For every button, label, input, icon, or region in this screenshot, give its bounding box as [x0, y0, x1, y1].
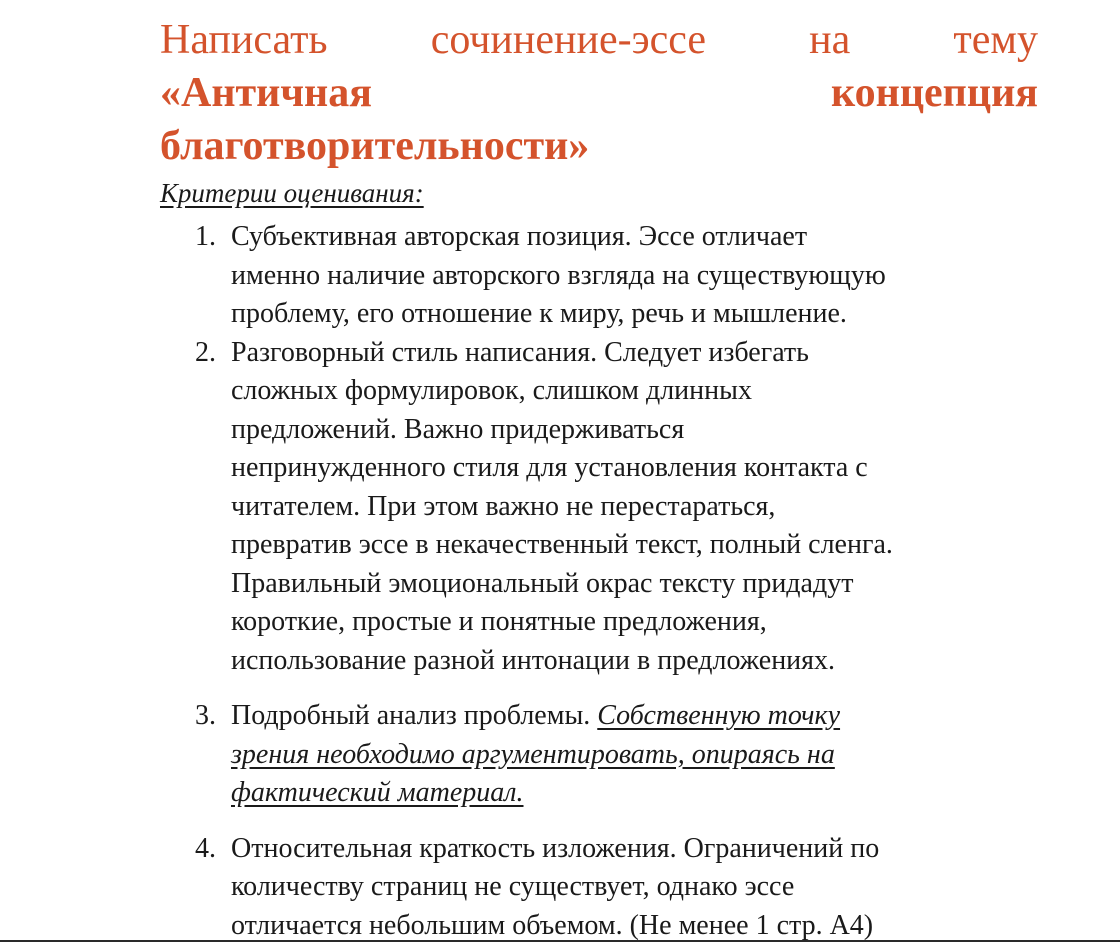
criterion-text: [231, 697, 1055, 813]
emphasized-text: фактический материал.: [231, 777, 524, 808]
text-line: использование разной интонации в предложениях.: [231, 644, 836, 676]
title-word: тему: [953, 17, 1038, 63]
title-word: благотворительности»: [160, 123, 590, 169]
text-line: короткие, простые и понятные предложения,: [231, 606, 767, 637]
text-line: [231, 697, 1055, 736]
title-word: концепция: [830, 70, 1038, 116]
text-line: именно наличие авторского взгляда на существующую: [231, 259, 886, 291]
text-line: проблему, его отношение к миру, речь и мышление.: [231, 298, 847, 329]
title-word: на: [809, 17, 851, 63]
title-line-1: [160, 14, 1038, 67]
title-word: Написать: [160, 17, 328, 63]
criterion-1: [195, 218, 1055, 334]
text-line: Разговорный стиль написания. Следует избегать: [231, 336, 809, 368]
title-line-3: [160, 120, 1038, 173]
text-line: сложных формулировок, слишком длинных: [231, 375, 752, 406]
criterion-text: [231, 218, 1055, 334]
title-line-2: [160, 67, 1038, 120]
criterion-text: [231, 334, 1055, 681]
text-line: превратив эссе в некачественный текст, полный сленга.: [231, 529, 893, 560]
assignment-title: [160, 14, 1038, 173]
plain-text: Подробный анализ проблемы.: [231, 700, 598, 731]
title-word: сочинение-эссе: [430, 17, 707, 63]
bottom-divider: [0, 940, 1120, 942]
text-line: читателем. При этом важно не перестараться,: [231, 490, 776, 522]
text-line: непринужденного стиля для установления контакта с: [231, 452, 868, 483]
text-line: Относительная краткость изложения. Ограничений по: [231, 832, 880, 864]
text-line: предложений. Важно придерживаться: [231, 413, 685, 445]
text-line: Субъективная авторская позиция. Эссе отличает: [231, 221, 808, 252]
text-line: Правильный эмоциональный окрас тексту придадут: [231, 567, 854, 599]
criterion-number: 1.: [195, 221, 216, 252]
criterion-text: [231, 830, 1055, 946]
criterion-number: 4.: [195, 832, 216, 864]
criteria-heading: Критерии оценивания:: [160, 178, 424, 208]
criteria-list: [195, 218, 1055, 945]
text-line: количеству страниц не существует, однако эссе: [231, 871, 795, 902]
text-line: отличается небольшим объемом. (Не менее 1 стр. А4): [231, 909, 874, 941]
criterion-4: [195, 830, 1055, 946]
criterion-number: 2.: [195, 336, 216, 368]
title-word: «Античная: [160, 70, 372, 116]
criterion-number: 3.: [195, 700, 216, 731]
emphasized-text: Собственную точку: [597, 700, 841, 731]
emphasized-text: зрения необходимо аргументировать, опираясь на: [231, 738, 835, 770]
criterion-2: [195, 334, 1055, 681]
criterion-3: [195, 697, 1055, 813]
